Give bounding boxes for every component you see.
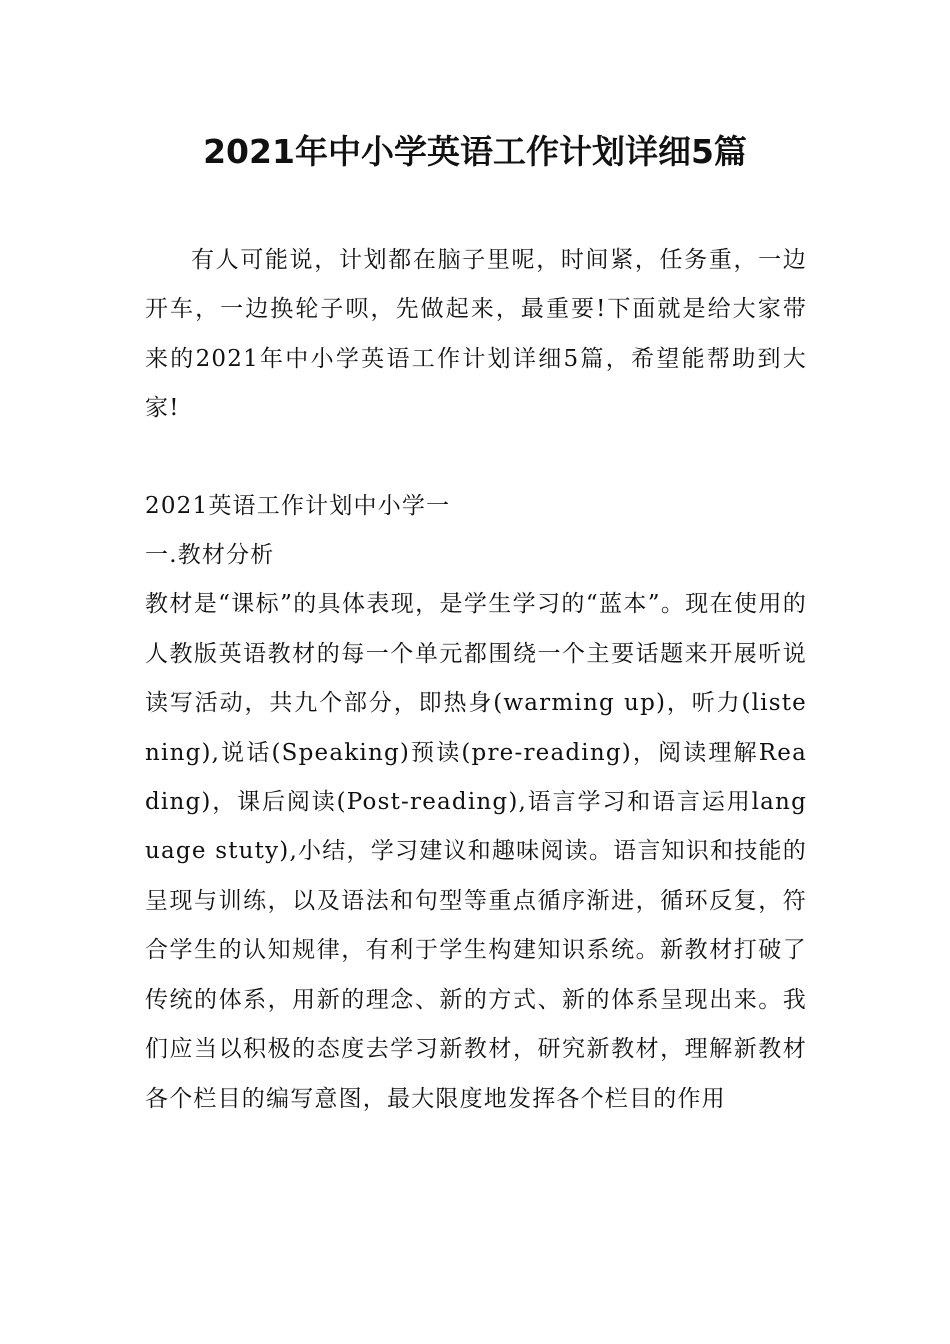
document-content — [145, 236, 807, 1124]
paragraph-spacer — [145, 434, 807, 482]
intro-paragraph: 有人可能说，计划都在脑子里呢，时间紧，任务重，一边开车，一边换轮子呗，先做起来，最重要!下面就是给大家带来的2021年中小学英语工作计划详细5篇，希望能帮助到大家! — [145, 247, 807, 422]
document-title: 2021年中小学英语工作计划详细5篇 — [203, 132, 747, 171]
section-heading: 2021英语工作计划中小学一 — [145, 492, 451, 519]
subsection-heading: 一.教材分析 — [145, 542, 275, 569]
body-paragraph: 教材是“课标”的具体表现，是学生学习的“蓝本”。现在使用的人教版英语教材的每一个单元都围绕一个主要话题来开展听说读写活动，共九个部分，即热身(warming up)，听力(listening),说话(Speaking)预读(pre-reading)，阅读理解Reading)，课后阅读(Post-reading),语言学习和语言运用language stuty),小结，学习建议和趣味阅读。语言知识和技能的呈现与训练，以及语法和句型等重点循序渐进，循环反复，符合学生的认知规律，有利于学生构建知识系统。新教材打破了传统的体系，用新的理念、新的方式、新的体系呈现出来。我们应当以积极的态度去学习新教材，研究新教材，理解新教材各个栏目的编写意图，最大限度地发挥各个栏目的作用 — [145, 591, 807, 1112]
